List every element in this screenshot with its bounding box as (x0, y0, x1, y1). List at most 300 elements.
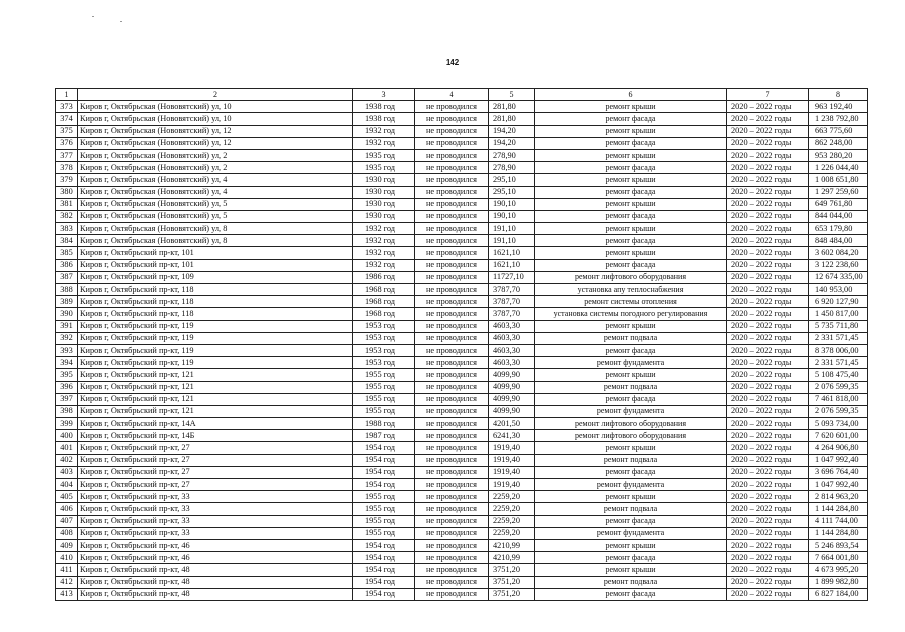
cell-cost: 1 144 284,80 (809, 527, 868, 539)
cell-row-number: 403 (56, 466, 78, 478)
column-header: 3 (353, 89, 415, 101)
cell-work-type: ремонт подвала (535, 454, 727, 466)
cell-row-number: 376 (56, 137, 78, 149)
cell-area: 4603,30 (489, 320, 535, 332)
cell-build-year: 1954 год (353, 576, 415, 588)
cell-build-year: 1930 год (353, 174, 415, 186)
cell-work-type: ремонт фасада (535, 259, 727, 271)
table-header-row (56, 89, 868, 101)
cell-build-year: 1986 год (353, 271, 415, 283)
cell-build-year: 1955 год (353, 381, 415, 393)
table-row (56, 284, 868, 296)
cell-address: Киров г, Октябрьский пр-кт, 27 (78, 442, 353, 454)
cell-address: Киров г, Октябрьская (Нововятский) ул, 2 (78, 149, 353, 161)
cell-period: 2020 – 2022 годы (727, 454, 809, 466)
cell-row-number: 395 (56, 369, 78, 381)
cell-area: 2259,20 (489, 527, 535, 539)
cell-address: Киров г, Октябрьский пр-кт, 27 (78, 479, 353, 491)
table-row (56, 393, 868, 405)
cell-address: Киров г, Октябрьский пр-кт, 27 (78, 454, 353, 466)
cell-work-type: ремонт подвала (535, 576, 727, 588)
cell-build-year: 1953 год (353, 320, 415, 332)
cell-area: 4099,90 (489, 369, 535, 381)
cell-area: 1919,40 (489, 442, 535, 454)
cell-row-number: 392 (56, 332, 78, 344)
cell-row-number: 389 (56, 296, 78, 308)
table-row (56, 418, 868, 430)
cell-row-number: 384 (56, 235, 78, 247)
cell-build-year: 1955 год (353, 515, 415, 527)
table-body (56, 101, 868, 601)
cell-build-year: 1938 год (353, 113, 415, 125)
cell-build-year: 1955 год (353, 527, 415, 539)
cell-build-year: 1955 год (353, 369, 415, 381)
table-row (56, 491, 868, 503)
table-row (56, 210, 868, 222)
cell-last-repair: не проводился (415, 405, 489, 417)
table-row (56, 503, 868, 515)
cell-build-year: 1932 год (353, 235, 415, 247)
table-row (56, 198, 868, 210)
cell-period: 2020 – 2022 годы (727, 223, 809, 235)
cell-build-year: 1932 год (353, 259, 415, 271)
cell-row-number: 378 (56, 162, 78, 174)
cell-area: 3787,70 (489, 308, 535, 320)
cell-row-number: 381 (56, 198, 78, 210)
column-header: 7 (727, 89, 809, 101)
cell-row-number: 400 (56, 430, 78, 442)
cell-build-year: 1932 год (353, 223, 415, 235)
cell-period: 2020 – 2022 годы (727, 320, 809, 332)
cell-period: 2020 – 2022 годы (727, 430, 809, 442)
cell-period: 2020 – 2022 годы (727, 369, 809, 381)
cell-work-type: ремонт крыши (535, 174, 727, 186)
cell-row-number: 408 (56, 527, 78, 539)
cell-address: Киров г, Октябрьский пр-кт, 118 (78, 284, 353, 296)
cell-cost: 862 248,00 (809, 137, 868, 149)
table-row (56, 247, 868, 259)
table-row (56, 125, 868, 137)
table-row (56, 113, 868, 125)
cell-area: 4603,30 (489, 332, 535, 344)
cell-work-type: ремонт крыши (535, 125, 727, 137)
cell-area: 295,10 (489, 174, 535, 186)
cell-last-repair: не проводился (415, 503, 489, 515)
cell-cost: 6 920 127,90 (809, 296, 868, 308)
cell-work-type: ремонт фасада (535, 235, 727, 247)
table-row (56, 149, 868, 161)
cell-cost: 2 076 599,35 (809, 405, 868, 417)
cell-cost: 963 192,40 (809, 101, 868, 113)
cell-build-year: 1968 год (353, 284, 415, 296)
cell-area: 1621,10 (489, 259, 535, 271)
cell-last-repair: не проводился (415, 357, 489, 369)
cell-cost: 1 899 982,80 (809, 576, 868, 588)
cell-row-number: 375 (56, 125, 78, 137)
cell-cost: 8 378 006,00 (809, 344, 868, 356)
cell-period: 2020 – 2022 годы (727, 113, 809, 125)
cell-period: 2020 – 2022 годы (727, 357, 809, 369)
cell-area: 2259,20 (489, 491, 535, 503)
cell-last-repair: не проводился (415, 186, 489, 198)
cell-cost: 663 775,60 (809, 125, 868, 137)
cell-address: Киров г, Октябрьский пр-кт, 101 (78, 247, 353, 259)
cell-cost: 2 331 571,45 (809, 357, 868, 369)
cell-last-repair: не проводился (415, 552, 489, 564)
cell-last-repair: не проводился (415, 588, 489, 600)
cell-last-repair: не проводился (415, 210, 489, 222)
cell-cost: 1 008 651,80 (809, 174, 868, 186)
cell-address: Киров г, Октябрьская (Нововятский) ул, 10 (78, 101, 353, 113)
data-table (55, 88, 868, 601)
cell-address: Киров г, Октябрьский пр-кт, 48 (78, 576, 353, 588)
table-row (56, 235, 868, 247)
cell-area: 2259,20 (489, 515, 535, 527)
cell-build-year: 1930 год (353, 186, 415, 198)
cell-work-type: ремонт крыши (535, 564, 727, 576)
cell-build-year: 1968 год (353, 308, 415, 320)
cell-last-repair: не проводился (415, 381, 489, 393)
column-header: 4 (415, 89, 489, 101)
table-row (56, 332, 868, 344)
cell-work-type: ремонт подвала (535, 503, 727, 515)
table-row (56, 186, 868, 198)
cell-period: 2020 – 2022 годы (727, 137, 809, 149)
cell-last-repair: не проводился (415, 454, 489, 466)
cell-area: 190,10 (489, 210, 535, 222)
column-header: 8 (809, 89, 868, 101)
cell-work-type: ремонт крыши (535, 223, 727, 235)
cell-row-number: 380 (56, 186, 78, 198)
cell-address: Киров г, Октябрьская (Нововятский) ул, 5 (78, 198, 353, 210)
cell-cost: 1 297 259,60 (809, 186, 868, 198)
cell-cost: 140 953,00 (809, 284, 868, 296)
cell-build-year: 1938 год (353, 101, 415, 113)
cell-last-repair: не проводился (415, 344, 489, 356)
cell-area: 194,20 (489, 125, 535, 137)
cell-work-type: ремонт лифтового оборудования (535, 418, 727, 430)
table-row (56, 539, 868, 551)
cell-period: 2020 – 2022 годы (727, 479, 809, 491)
cell-work-type: ремонт фасада (535, 186, 727, 198)
cell-work-type: ремонт лифтового оборудования (535, 430, 727, 442)
cell-area: 4210,99 (489, 552, 535, 564)
table-row (56, 552, 868, 564)
cell-period: 2020 – 2022 годы (727, 576, 809, 588)
cell-row-number: 401 (56, 442, 78, 454)
cell-build-year: 1955 год (353, 405, 415, 417)
cell-period: 2020 – 2022 годы (727, 491, 809, 503)
page-number: 142 (445, 58, 460, 67)
cell-address: Киров г, Октябрьская (Нововятский) ул, 8 (78, 223, 353, 235)
cell-period: 2020 – 2022 годы (727, 564, 809, 576)
cell-cost: 7 620 601,00 (809, 430, 868, 442)
cell-work-type: ремонт крыши (535, 442, 727, 454)
cell-cost: 1 144 284,80 (809, 503, 868, 515)
cell-last-repair: не проводился (415, 284, 489, 296)
cell-build-year: 1954 год (353, 442, 415, 454)
cell-work-type: ремонт фасада (535, 588, 727, 600)
cell-work-type: ремонт крыши (535, 101, 727, 113)
cell-last-repair: не проводился (415, 198, 489, 210)
cell-period: 2020 – 2022 годы (727, 381, 809, 393)
table-row (56, 296, 868, 308)
cell-row-number: 379 (56, 174, 78, 186)
cell-build-year: 1953 год (353, 344, 415, 356)
cell-cost: 2 814 963,20 (809, 491, 868, 503)
cell-row-number: 407 (56, 515, 78, 527)
table-row (56, 430, 868, 442)
cell-area: 3751,20 (489, 564, 535, 576)
cell-address: Киров г, Октябрьский пр-кт, 119 (78, 332, 353, 344)
cell-work-type: ремонт фасада (535, 113, 727, 125)
cell-area: 278,90 (489, 162, 535, 174)
cell-address: Киров г, Октябрьский пр-кт, 33 (78, 527, 353, 539)
cell-period: 2020 – 2022 годы (727, 539, 809, 551)
table-row (56, 527, 868, 539)
cell-work-type: установка апу теплоснабжения (535, 284, 727, 296)
cell-cost: 4 111 744,00 (809, 515, 868, 527)
cell-row-number: 387 (56, 271, 78, 283)
cell-build-year: 1953 год (353, 332, 415, 344)
cell-period: 2020 – 2022 годы (727, 259, 809, 271)
cell-area: 11727,10 (489, 271, 535, 283)
table-row (56, 174, 868, 186)
cell-cost: 2 076 599,35 (809, 381, 868, 393)
cell-last-repair: не проводился (415, 101, 489, 113)
cell-address: Киров г, Октябрьская (Нововятский) ул, 2 (78, 162, 353, 174)
cell-build-year: 1968 год (353, 296, 415, 308)
cell-cost: 6 827 184,00 (809, 588, 868, 600)
cell-period: 2020 – 2022 годы (727, 125, 809, 137)
cell-row-number: 405 (56, 491, 78, 503)
cell-period: 2020 – 2022 годы (727, 466, 809, 478)
cell-row-number: 396 (56, 381, 78, 393)
cell-area: 3751,20 (489, 576, 535, 588)
cell-build-year: 1955 год (353, 491, 415, 503)
cell-row-number: 391 (56, 320, 78, 332)
cell-work-type: ремонт фасада (535, 344, 727, 356)
cell-area: 1919,40 (489, 479, 535, 491)
cell-work-type: ремонт крыши (535, 539, 727, 551)
cell-last-repair: не проводился (415, 466, 489, 478)
cell-row-number: 398 (56, 405, 78, 417)
table-row (56, 381, 868, 393)
cell-row-number: 390 (56, 308, 78, 320)
cell-period: 2020 – 2022 годы (727, 527, 809, 539)
cell-cost: 5 735 711,80 (809, 320, 868, 332)
cell-work-type: ремонт фасада (535, 162, 727, 174)
table-row (56, 369, 868, 381)
cell-row-number: 397 (56, 393, 78, 405)
scan-speck (92, 16, 94, 17)
cell-address: Киров г, Октябрьский пр-кт, 118 (78, 296, 353, 308)
table-row (56, 588, 868, 600)
cell-build-year: 1987 год (353, 430, 415, 442)
cell-address: Киров г, Октябрьский пр-кт, 33 (78, 503, 353, 515)
cell-address: Киров г, Октябрьская (Нововятский) ул, 8 (78, 235, 353, 247)
table-row (56, 344, 868, 356)
cell-row-number: 386 (56, 259, 78, 271)
cell-work-type: ремонт фасада (535, 393, 727, 405)
cell-cost: 7 664 001,80 (809, 552, 868, 564)
cell-area: 190,10 (489, 198, 535, 210)
cell-address: Киров г, Октябрьский пр-кт, 121 (78, 381, 353, 393)
cell-period: 2020 – 2022 годы (727, 149, 809, 161)
table-row (56, 320, 868, 332)
cell-period: 2020 – 2022 годы (727, 247, 809, 259)
cell-address: Киров г, Октябрьская (Нововятский) ул, 4 (78, 174, 353, 186)
cell-build-year: 1954 год (353, 466, 415, 478)
cell-cost: 3 122 238,60 (809, 259, 868, 271)
cell-build-year: 1932 год (353, 137, 415, 149)
cell-last-repair: не проводился (415, 479, 489, 491)
table-row (56, 515, 868, 527)
table-row (56, 223, 868, 235)
data-table-container (55, 88, 867, 601)
cell-cost: 844 044,00 (809, 210, 868, 222)
cell-cost: 1 450 817,00 (809, 308, 868, 320)
cell-row-number: 399 (56, 418, 78, 430)
cell-address: Киров г, Октябрьский пр-кт, 14А (78, 418, 353, 430)
cell-last-repair: не проводился (415, 442, 489, 454)
cell-work-type: ремонт крыши (535, 247, 727, 259)
cell-last-repair: не проводился (415, 320, 489, 332)
cell-last-repair: не проводился (415, 247, 489, 259)
table-row (56, 271, 868, 283)
cell-row-number: 404 (56, 479, 78, 491)
cell-last-repair: не проводился (415, 259, 489, 271)
cell-address: Киров г, Октябрьский пр-кт, 48 (78, 588, 353, 600)
cell-area: 4201,50 (489, 418, 535, 430)
cell-build-year: 1954 год (353, 479, 415, 491)
cell-area: 4603,30 (489, 357, 535, 369)
cell-build-year: 1953 год (353, 357, 415, 369)
cell-cost: 1 047 992,40 (809, 479, 868, 491)
cell-period: 2020 – 2022 годы (727, 271, 809, 283)
cell-area: 4099,90 (489, 393, 535, 405)
cell-work-type: ремонт подвала (535, 332, 727, 344)
cell-address: Киров г, Октябрьская (Нововятский) ул, 12 (78, 137, 353, 149)
cell-row-number: 373 (56, 101, 78, 113)
scan-speck (120, 21, 122, 22)
cell-area: 281,80 (489, 101, 535, 113)
cell-build-year: 1930 год (353, 198, 415, 210)
cell-row-number: 413 (56, 588, 78, 600)
cell-address: Киров г, Октябрьский пр-кт, 119 (78, 357, 353, 369)
cell-last-repair: не проводился (415, 576, 489, 588)
cell-period: 2020 – 2022 годы (727, 344, 809, 356)
cell-period: 2020 – 2022 годы (727, 405, 809, 417)
cell-area: 3751,20 (489, 588, 535, 600)
cell-row-number: 374 (56, 113, 78, 125)
cell-work-type: ремонт фундамента (535, 405, 727, 417)
cell-cost: 3 602 084,20 (809, 247, 868, 259)
cell-last-repair: не проводился (415, 418, 489, 430)
cell-address: Киров г, Октябрьский пр-кт, 46 (78, 552, 353, 564)
cell-last-repair: не проводился (415, 125, 489, 137)
cell-cost: 5 093 734,00 (809, 418, 868, 430)
cell-period: 2020 – 2022 годы (727, 174, 809, 186)
table-row (56, 454, 868, 466)
cell-row-number: 411 (56, 564, 78, 576)
cell-last-repair: не проводился (415, 235, 489, 247)
cell-address: Киров г, Октябрьский пр-кт, 101 (78, 259, 353, 271)
table-row (56, 308, 868, 320)
cell-last-repair: не проводился (415, 296, 489, 308)
cell-area: 4099,90 (489, 405, 535, 417)
cell-row-number: 406 (56, 503, 78, 515)
cell-work-type: ремонт фасада (535, 210, 727, 222)
cell-work-type: ремонт фундамента (535, 357, 727, 369)
cell-address: Киров г, Октябрьский пр-кт, 118 (78, 308, 353, 320)
cell-area: 2259,20 (489, 503, 535, 515)
cell-last-repair: не проводился (415, 430, 489, 442)
cell-cost: 653 179,80 (809, 223, 868, 235)
cell-build-year: 1935 год (353, 162, 415, 174)
cell-period: 2020 – 2022 годы (727, 162, 809, 174)
cell-work-type: ремонт фасада (535, 466, 727, 478)
cell-row-number: 409 (56, 539, 78, 551)
cell-cost: 12 674 335,00 (809, 271, 868, 283)
cell-area: 4603,30 (489, 344, 535, 356)
table-row (56, 442, 868, 454)
cell-row-number: 385 (56, 247, 78, 259)
cell-work-type: установка системы погодного регулирования (535, 308, 727, 320)
cell-period: 2020 – 2022 годы (727, 442, 809, 454)
cell-row-number: 410 (56, 552, 78, 564)
cell-last-repair: не проводился (415, 515, 489, 527)
cell-last-repair: не проводился (415, 308, 489, 320)
cell-work-type: ремонт фундамента (535, 479, 727, 491)
cell-cost: 1 047 992,40 (809, 454, 868, 466)
cell-build-year: 1954 год (353, 552, 415, 564)
table-row (56, 357, 868, 369)
cell-period: 2020 – 2022 годы (727, 296, 809, 308)
column-header: 2 (78, 89, 353, 101)
cell-build-year: 1954 год (353, 454, 415, 466)
cell-period: 2020 – 2022 годы (727, 588, 809, 600)
cell-address: Киров г, Октябрьский пр-кт, 46 (78, 539, 353, 551)
cell-build-year: 1955 год (353, 393, 415, 405)
cell-area: 194,20 (489, 137, 535, 149)
cell-area: 6241,30 (489, 430, 535, 442)
cell-area: 295,10 (489, 186, 535, 198)
table-row (56, 576, 868, 588)
table-row (56, 479, 868, 491)
cell-period: 2020 – 2022 годы (727, 284, 809, 296)
cell-address: Киров г, Октябрьский пр-кт, 109 (78, 271, 353, 283)
table-row (56, 405, 868, 417)
cell-work-type: ремонт фасада (535, 137, 727, 149)
cell-period: 2020 – 2022 годы (727, 210, 809, 222)
cell-address: Киров г, Октябрьский пр-кт, 121 (78, 369, 353, 381)
cell-row-number: 383 (56, 223, 78, 235)
table-row (56, 259, 868, 271)
cell-period: 2020 – 2022 годы (727, 552, 809, 564)
table-row (56, 564, 868, 576)
cell-last-repair: не проводился (415, 149, 489, 161)
cell-build-year: 1954 год (353, 539, 415, 551)
cell-cost: 5 108 475,40 (809, 369, 868, 381)
cell-area: 4210,99 (489, 539, 535, 551)
cell-work-type: ремонт системы отопления (535, 296, 727, 308)
cell-last-repair: не проводился (415, 527, 489, 539)
cell-last-repair: не проводился (415, 113, 489, 125)
cell-address: Киров г, Октябрьский пр-кт, 33 (78, 491, 353, 503)
cell-period: 2020 – 2022 годы (727, 418, 809, 430)
cell-period: 2020 – 2022 годы (727, 308, 809, 320)
